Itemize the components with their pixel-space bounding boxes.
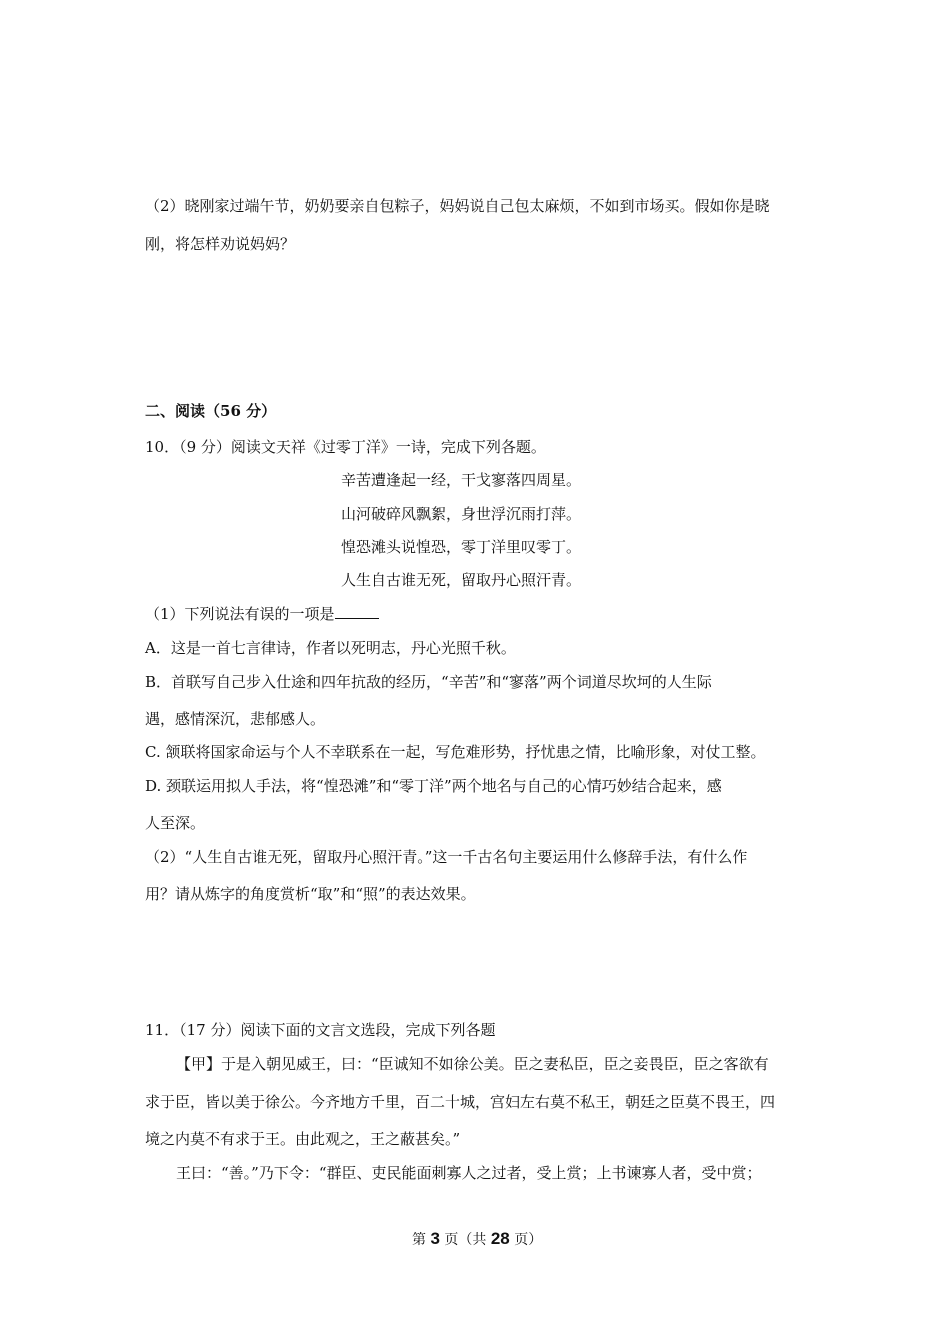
poem-line: 山河破碎风飘絮，身世浮沉雨打萍。 [341,505,582,523]
option-d-line-2: 人至深。 [145,814,206,832]
q9-2-line-1: （2）晓刚家过端午节，奶奶要亲自包粽子，妈妈说自己包太麻烦，不如到市场买。假如你是晓 [145,197,770,215]
q10-sub2-line-1: （2）“人生自古谁无死，留取丹心照汗青。”这一千古名句主要运用什么修辞手法，有什么作 [145,848,748,866]
option-a: A．这是一首七言律诗，作者以死明志，丹心光照千秋。 [145,639,516,657]
page-footer [412,1229,542,1250]
poem-line: 辛苦遭逢起一经，干戈寥落四周星。 [341,471,582,489]
option-b-line-2: 遇，感情深沉，悲郁感人。 [145,710,326,728]
option-b-line-1: B．首联写自己步入仕途和四年抗敌的经历，“辛苦”和“寥落”两个词道尽坎坷的人生际 [145,673,712,691]
q10-sub2-line-2: 用？请从炼字的角度赏析“取”和“照”的表达效果。 [145,885,476,903]
q10-sub1 [145,604,379,624]
option-c: C. 颔联将国家命运与个人不幸联系在一起，写危难形势，抒忧患之情，比喻形象，对仗工整。 [145,743,766,761]
jia-line-3: 境之内莫不有求于王。由此观之，王之蔽甚矣。” [145,1130,461,1148]
footer-pre: 第 [412,1232,431,1248]
page-total: 28 [490,1229,510,1248]
jia-line-1: 【甲】于是入朝见威王，曰：“臣诚知不如徐公美。臣之妻私臣，臣之妾畏臣，臣之客欲有 [176,1055,769,1073]
page-number: 3 [430,1229,440,1248]
poem-line: 惶恐滩头说惶恐，零丁洋里叹零丁。 [341,538,582,556]
footer-mid: 页（共 [439,1232,491,1248]
section-title: 二、阅读（56 分） [145,402,277,420]
q10-sub1-text: （1）下列说法有误的一项是 [145,605,335,623]
footer-post: 页） [509,1232,543,1248]
q11-header: 11．（17 分）阅读下面的文言文选段，完成下列各题 [145,1021,496,1039]
poem-line: 人生自古谁无死，留取丹心照汗青。 [341,571,582,589]
q9-2-line-2: 刚，将怎样劝说妈妈？ [145,235,296,253]
wang-line: 王曰：“善。”乃下令：“群臣、吏民能面刺寡人之过者，受上赏；上书谏寡人者，受中赏； [176,1164,762,1182]
option-d-line-1: D. 颈联运用拟人手法，将“惶恐滩”和“零丁洋”两个地名与自己的心情巧妙结合起来，感 [145,777,722,795]
jia-line-2: 求于臣，皆以美于徐公。今齐地方千里，百二十城，宫妇左右莫不私王，朝廷之臣莫不畏王，四 [145,1093,776,1111]
q10-header: 10．（9 分）阅读文天祥《过零丁洋》一诗，完成下列各题。 [145,438,546,456]
answer-blank[interactable] [335,604,379,619]
